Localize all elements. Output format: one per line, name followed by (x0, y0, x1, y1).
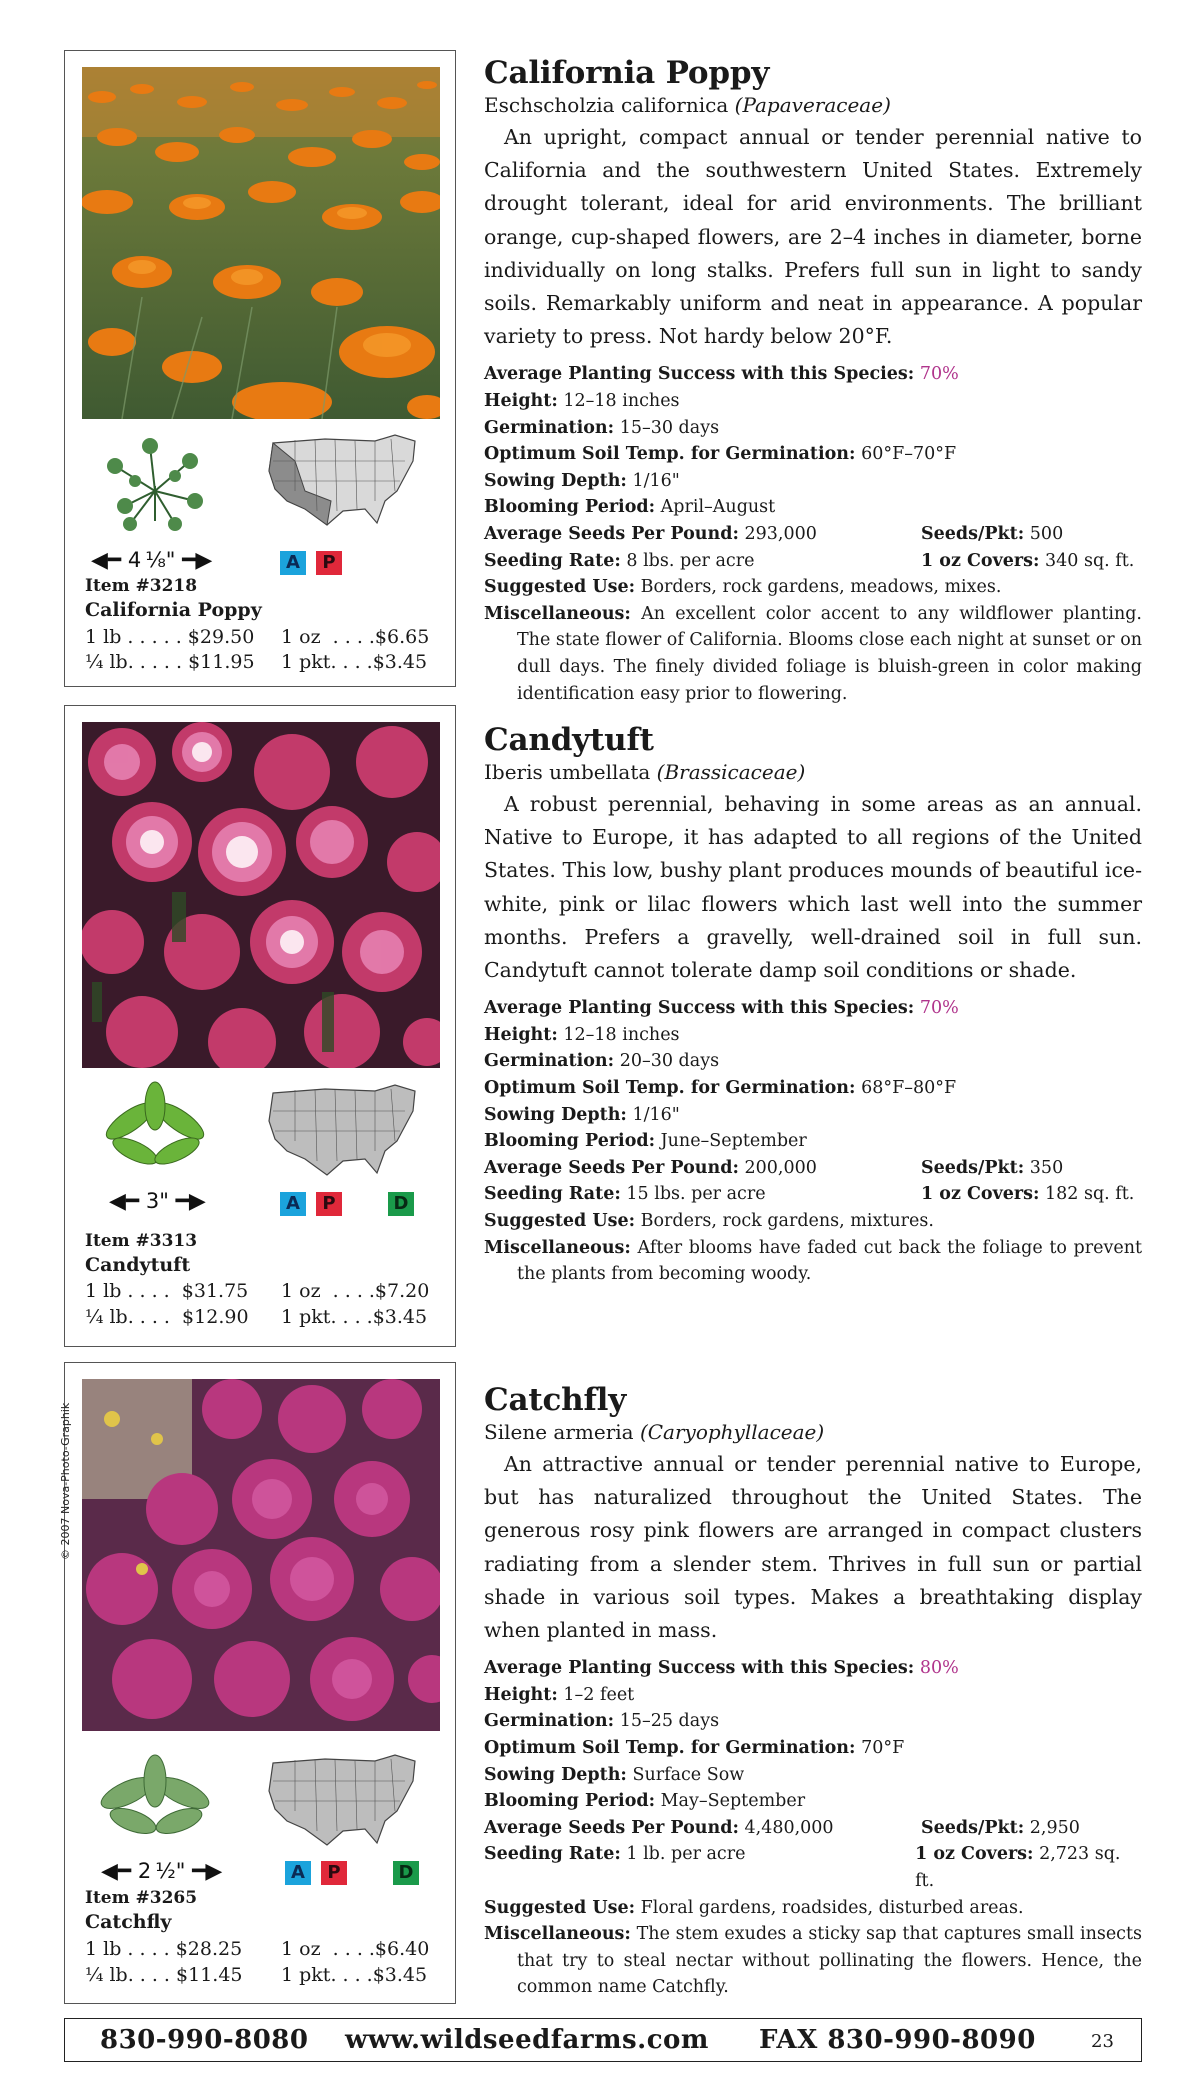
price-1pkt: 1 pkt. . . .$3.45 (281, 1964, 428, 1986)
species-description: An attractive annual or tender perennial native to Europe, but has naturalized throughout the United States. The generous rosy pink flowers are arranged in compact clusters radiating from a slender stem. Thrives in full sun or partial shade in various soil types. Makes a breathtaking display when planted in mass. (484, 1452, 1142, 1643)
species-latin-name: Iberis umbellata (Brassicaceae) (484, 760, 806, 784)
badge-annual: A (280, 1192, 306, 1216)
species-entry-california-poppy (484, 54, 1142, 707)
footer-fax: FAX 830-990-8090 (759, 2025, 1036, 2055)
seedling-size-measure: ◀━ 4 ¹⁄₈" ━▶ (91, 548, 213, 573)
success-rate: 70% (919, 998, 959, 1019)
california-poppy-photo (82, 67, 440, 419)
price-1lb: 1 lb . . . . $28.25 (85, 1938, 243, 1960)
badge-annual: A (285, 1861, 311, 1885)
price-1oz: 1 oz . . . .$6.65 (281, 626, 430, 648)
product-card-catchfly (64, 1362, 456, 2004)
us-range-map (265, 1751, 425, 1855)
item-name: California Poppy (85, 599, 262, 621)
seedling-size-measure: ◀━ 3" ━▶ (109, 1189, 206, 1214)
badge-deer: D (393, 1861, 419, 1885)
seedling-size: 3" (145, 1189, 169, 1213)
species-entry-candytuft (484, 721, 1142, 1288)
species-specs: Average Planting Success with this Species: 80% Height: 1–2 feet Germination: 15–25 days Optimum Soil Temp. for Germination: 70°F Sowing Depth: Surface Sow Blooming Period: May–September Average Seeds Per Pound: 4,480,000 Seeds/Pkt: 2,950 Seeding Rate: 1 lb. per acre 1 oz Covers: 2,723 sq. ft. Suggested Use: Floral gardens, roadsides, disturbed areas. Miscellaneous: The stem exudes a sticky sap that captures small insects that try to steal nectar without pollinating the flowers. Hence, the common name Catchfly. (484, 1658, 1142, 1998)
seedling-icon (95, 1081, 215, 1185)
seedling-size-measure: ◀━ 2 ¹⁄₂" ━▶ (101, 1859, 223, 1884)
species-title: Catchfly (484, 1382, 627, 1418)
price-1pkt: 1 pkt. . . .$3.45 (281, 1306, 428, 1328)
price-quarter-lb: ¼ lb. . . . $11.45 (85, 1964, 243, 1986)
product-card-california-poppy (64, 50, 456, 687)
species-specs: Average Planting Success with this Species: 70% Height: 12–18 inches Germination: 20–30 days Optimum Soil Temp. for Germination: 68°F–80°F Sowing Depth: 1/16" Blooming Period: June–September Average Seeds Per Pound: 200,000 Seeds/Pkt: 350 Seeding Rate: 15 lbs. per acre 1 oz Covers: 182 sq. ft. Suggested Use: Borders, rock gardens, mixtures. Miscellaneous: After blooms have faded cut back the foliage to prevent the plants from becoming woody. (484, 998, 1142, 1285)
success-rate: 80% (919, 1658, 959, 1679)
species-specs: Average Planting Success with this Species: 70% Height: 12–18 inches Germination: 15–30 days Optimum Soil Temp. for Germination: 60°F–70°F Sowing Depth: 1/16" Blooming Period: April–August Average Seeds Per Pound: 293,000 Seeds/Pkt: 500 Seeding Rate: 8 lbs. per acre 1 oz Covers: 340 sq. ft. Suggested Use: Borders, rock gardens, meadows, mixes. Miscellaneous: An excellent color accent to any wildflower planting. The state flower of California. Blooms close each night at sunset or on dull days. The finely divided foliage is bluish-green in color making identification easy prior to flowering. (484, 364, 1142, 704)
species-description: An upright, compact annual or tender perennial native to California and the southwestern United States. Extremely drought tolerant, ideal for arid environments. The brilliant orange, cup-shaped flowers, are 2–4 inches in diameter, borne individually on long stalks. Prefers full sun in light to sandy soils. Remarkably uniform and neat in appearance. A popular variety to press. Not hardy below 20°F. (484, 125, 1142, 349)
price-1pkt: 1 pkt. . . .$3.45 (281, 651, 428, 673)
item-number: Item #3218 (85, 576, 198, 596)
species-entry-catchfly (484, 1381, 1142, 2001)
product-card-candytuft (64, 705, 456, 1347)
badge-annual: A (280, 551, 306, 575)
price-1lb: 1 lb . . . . . $29.50 (85, 626, 255, 648)
item-number: Item #3313 (85, 1231, 198, 1251)
price-quarter-lb: ¼ lb. . . . . $11.95 (85, 651, 255, 673)
badge-perennial: P (316, 1192, 342, 1216)
success-rate: 70% (919, 364, 959, 385)
price-1oz: 1 oz . . . .$6.40 (281, 1938, 430, 1960)
item-number: Item #3265 (85, 1888, 198, 1908)
badge-deer: D (388, 1192, 414, 1216)
item-name: Catchfly (85, 1911, 172, 1933)
seedling-icon (95, 436, 215, 540)
candytuft-photo (82, 722, 440, 1068)
price-1lb: 1 lb . . . . $31.75 (85, 1280, 249, 1302)
footer-phone: 830-990-8080 (100, 2025, 309, 2055)
seedling-size: 4 ¹⁄₈" (127, 548, 176, 572)
species-title: Candytuft (484, 722, 654, 758)
us-range-map (265, 1081, 425, 1185)
catchfly-photo (82, 1379, 440, 1731)
species-latin-name: Eschscholzia californica (Papaveraceae) (484, 93, 891, 117)
page-number: 23 (1091, 2031, 1114, 2052)
price-quarter-lb: ¼ lb. . . . $12.90 (85, 1306, 249, 1328)
badge-perennial: P (321, 1861, 347, 1885)
item-name: Candytuft (85, 1254, 191, 1276)
species-title: California Poppy (484, 55, 770, 91)
us-range-map (265, 431, 425, 535)
species-latin-name: Silene armeria (Caryophyllaceae) (484, 1420, 825, 1444)
seedling-size: 2 ¹⁄₂" (137, 1859, 186, 1883)
badge-perennial: P (316, 551, 342, 575)
seedling-icon (95, 1753, 215, 1857)
price-1oz: 1 oz . . . .$7.20 (281, 1280, 430, 1302)
photo-credit: © 2007 Nova-Photo-Graphik (59, 1402, 72, 1560)
species-description: A robust perennial, behaving in some areas as an annual. Native to Europe, it has adapted to all regions of the United States. This low, bushy plant produces mounds of beautiful ice-white, pink or lilac flowers which last well into the summer months. Prefers a gravelly, well-drained soil in full sun. Candytuft cannot tolerate damp soil conditions or shade. (484, 792, 1142, 983)
footer-website: www.wildseedfarms.com (345, 2025, 709, 2055)
page-footer (64, 2018, 1142, 2062)
